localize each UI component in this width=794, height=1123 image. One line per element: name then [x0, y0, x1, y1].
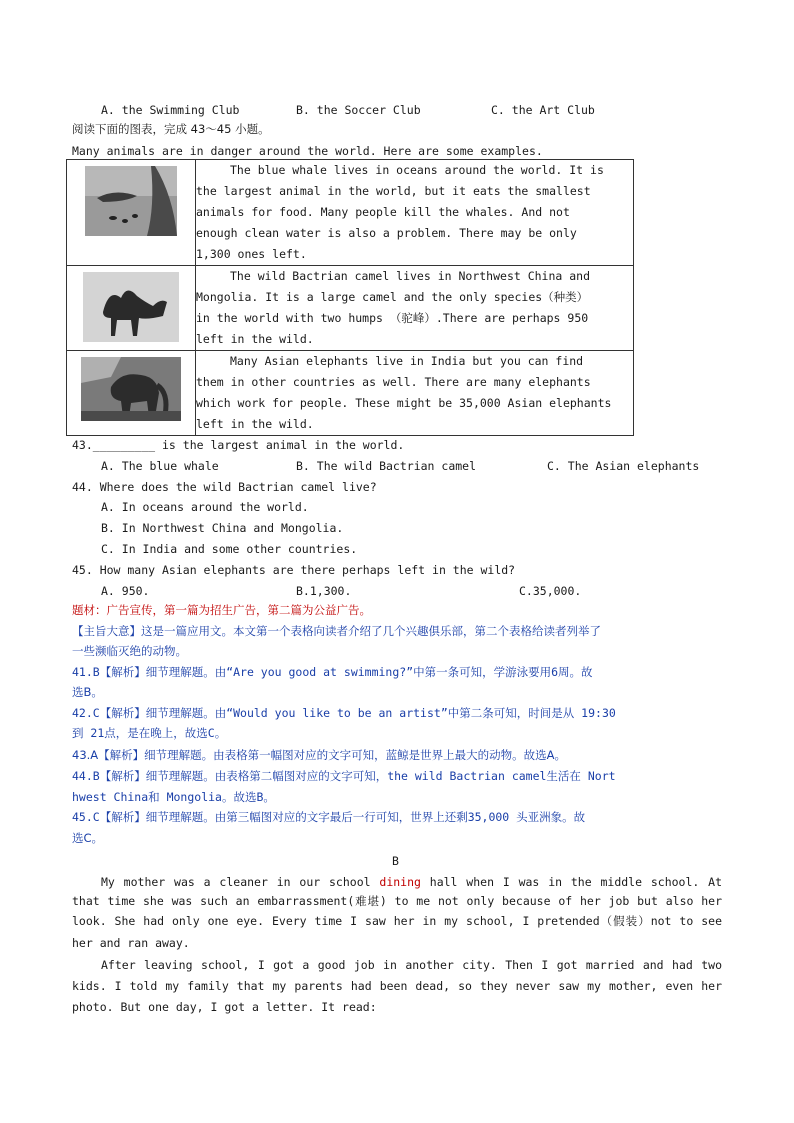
animal-image-cell — [67, 266, 196, 351]
answer-45-line-1: 45.C【解析】细节理解题。由第三幅图对应的文字最后一行可知，世界上还剩35,000 头亚洲象。故 — [72, 810, 586, 824]
blue-whale-text-4: enough clean water is also a problem. There may be only — [196, 226, 577, 240]
answer-41-line-1: 41.B【解析】细节理解题。由“Are you good at swimming?”中第一条可知，学游泳要用6周。故 — [72, 665, 593, 679]
elephant-text-2: them in other countries as well. There are many elephants — [196, 375, 591, 389]
blue-whale-text-5: 1,300 ones left. — [196, 247, 307, 261]
passage-b-p2-line-2: kids. I told my family that my parents had been dead, so they never saw my mother, even her — [72, 979, 722, 993]
blue-whale-text-2: the largest animal in the world, but it eats the smallest — [196, 184, 591, 198]
camel-text-2: Mongolia. It is a large camel and the only species（种类） — [196, 290, 589, 304]
q44-option-c: C. In India and some other countries. — [101, 542, 358, 556]
animals-table — [66, 159, 634, 436]
camel-text-1: The wild Bactrian camel lives in Northwest China and — [230, 269, 591, 283]
q40-option-a: A. the Swimming Club — [101, 103, 240, 117]
answer-43: 43.A【解析】细节理解题。由表格第一幅图对应的文字可知，蓝鲸是世界上最大的动物。故选A。 — [72, 748, 567, 762]
elephant-text-3: which work for people. These might be 35,000 Asian elephants — [196, 396, 612, 410]
animal-description — [196, 351, 634, 436]
passage-text: My mother was a cleaner in our school — [101, 875, 380, 889]
animal-image-cell — [67, 160, 196, 266]
asian-elephant-photo — [81, 357, 181, 421]
blue-whale-photo — [85, 166, 177, 236]
highlighted-word: dining — [379, 875, 421, 889]
animal-description — [196, 266, 634, 351]
answer-42-line-2: 到 21点，是在晚上，故选C。 — [72, 726, 227, 740]
animal-description — [196, 160, 634, 266]
answer-44-line-2: hwest China和 Mongolia。故选B。 — [72, 790, 275, 804]
table-intro: Many animals are in danger around the world. Here are some examples. — [72, 144, 543, 158]
table-row — [67, 351, 634, 436]
animal-image-cell — [67, 351, 196, 436]
answer-41-line-2: 选B。 — [72, 685, 103, 699]
reading-instruction: 阅读下面的图表，完成 43～45 小题。 — [72, 122, 270, 136]
table-row — [67, 160, 634, 266]
topic-line: 题材：广告宣传，第一篇为招生广告，第二篇为公益广告。 — [72, 603, 371, 617]
q45-option-c: C.35,000. — [519, 584, 582, 598]
q45-stem: 45. How many Asian elephants are there perhaps left in the wild? — [72, 563, 516, 577]
q45-option-a: A. 950. — [101, 584, 150, 598]
answer-42-line-1: 42.C【解析】细节理解题。由“Would you like to be an artist”中第二条可知，时间是从 19:30 — [72, 706, 616, 720]
main-idea-line-1: 【主旨大意】这是一篇应用文。本文第一个表格向读者介绍了几个兴趣俱乐部，第二个表格给读者列举了 — [72, 624, 601, 638]
passage-b-p1-line-1 — [101, 874, 722, 890]
q43-option-b: B. The wild Bactrian camel — [296, 459, 477, 473]
answer-44-line-1: 44.B【解析】细节理解题。由表格第二幅图对应的文字可知，the wild Bactrian camel生活在 Nort — [72, 769, 616, 783]
q40-option-c: C. the Art Club — [491, 103, 595, 117]
passage-b-p1-line-3: look. She had only one eye. Every time I saw her in my school, I pretended（假装）not to see — [72, 914, 722, 928]
main-idea-line-2: 一些濒临灭绝的动物。 — [72, 644, 187, 658]
passage-b-p2-line-1: After leaving school, I got a good job in another city. Then I got married and had two — [101, 958, 722, 972]
blue-whale-text-1: The blue whale lives in oceans around the world. It is — [230, 163, 604, 177]
q40-option-b: B. the Soccer Club — [296, 103, 421, 117]
elephant-text-4: left in the wild. — [196, 417, 314, 431]
q44-option-b: B. In Northwest China and Mongolia. — [101, 521, 344, 535]
q43-stem: 43._________ is the largest animal in the world. — [72, 438, 405, 452]
q44-option-a: A. In oceans around the world. — [101, 500, 309, 514]
q44-stem: 44. Where does the wild Bactrian camel live? — [72, 480, 377, 494]
camel-text-3: in the world with two humps （驼峰）.There are perhaps 950 — [196, 311, 589, 325]
passage-b-p1-line-2: that time she was such an embarrassment(难堪) to me not only because of her job but also her — [72, 894, 722, 908]
elephant-text-1: Many Asian elephants live in India but you can find — [230, 354, 584, 368]
camel-text-4: left in the wild. — [196, 332, 314, 346]
q45-option-b: B.1,300. — [296, 584, 352, 598]
blue-whale-text-3: animals for food. Many people kill the whales. And not — [196, 205, 570, 219]
answer-45-line-2: 选C。 — [72, 831, 104, 845]
passage-text: hall when I was in the middle school. At — [420, 875, 722, 889]
table-row — [67, 266, 634, 351]
passage-b-p1-line-4: her and ran away. — [72, 936, 190, 950]
bactrian-camel-photo — [83, 272, 179, 342]
passage-b-p2-line-3: photo. But one day, I got a letter. It read: — [72, 1000, 377, 1014]
q43-option-c: C. The Asian elephants — [547, 459, 700, 473]
q43-option-a: A. The blue whale — [101, 459, 219, 473]
section-heading: B — [392, 854, 399, 868]
